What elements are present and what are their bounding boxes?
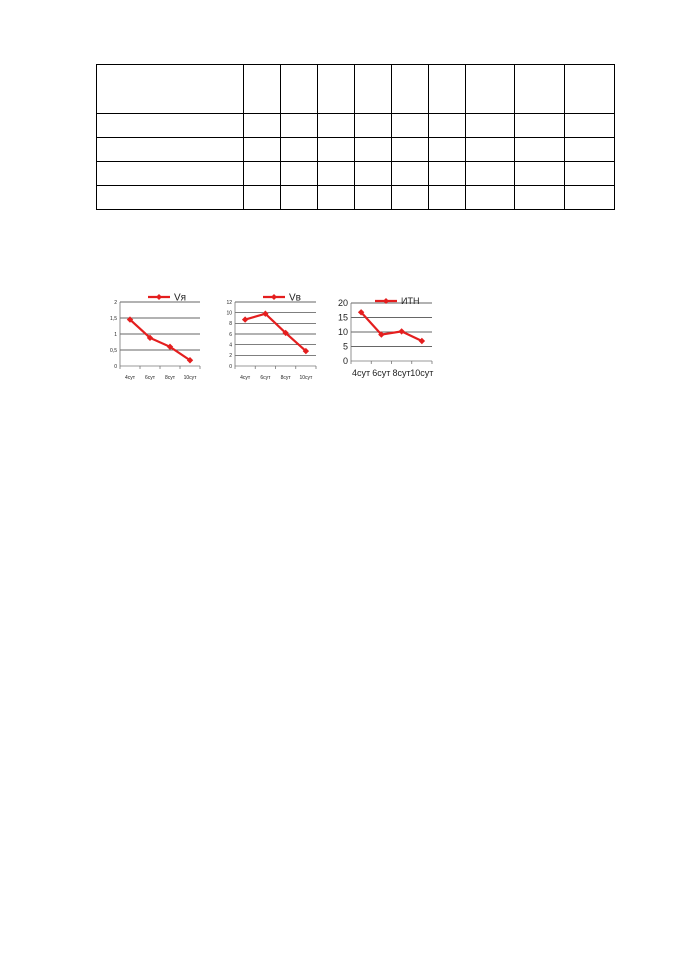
table-cell bbox=[355, 186, 392, 210]
table-cell bbox=[318, 138, 355, 162]
data-point bbox=[242, 316, 248, 322]
legend-marker bbox=[271, 294, 277, 300]
x-tick-label: 4сут bbox=[352, 368, 371, 378]
table-cell bbox=[97, 138, 244, 162]
y-tick-label: 12 bbox=[226, 299, 232, 306]
table-cell bbox=[515, 65, 565, 114]
table-cell bbox=[355, 138, 392, 162]
empty-data-table bbox=[96, 64, 615, 210]
table-cell bbox=[515, 114, 565, 138]
x-tick-label: 8сут bbox=[280, 375, 291, 381]
table-cell bbox=[244, 138, 281, 162]
legend-label: Vя bbox=[174, 292, 187, 304]
table-row bbox=[97, 138, 615, 162]
x-tick-label: 6сут bbox=[144, 375, 156, 381]
table-cell bbox=[281, 186, 318, 210]
table-cell bbox=[466, 186, 515, 210]
series-line bbox=[130, 320, 190, 361]
table-cell bbox=[318, 65, 355, 114]
series-line bbox=[245, 314, 306, 351]
table-cell bbox=[281, 162, 318, 186]
table-cell bbox=[281, 65, 318, 114]
table-cell bbox=[565, 138, 615, 162]
y-tick-label: 10 bbox=[337, 327, 348, 338]
table-cell bbox=[392, 186, 429, 210]
table-cell bbox=[466, 65, 515, 114]
table-cell bbox=[429, 65, 466, 114]
legend-marker bbox=[156, 294, 162, 300]
x-tick-label: 8сут bbox=[392, 368, 411, 378]
x-tick-label: 4сут bbox=[124, 375, 136, 381]
y-tick-label: 5 bbox=[342, 341, 348, 352]
table-row bbox=[97, 114, 615, 138]
y-tick-label: 1,5 bbox=[110, 315, 117, 322]
table-cell bbox=[355, 65, 392, 114]
table-row bbox=[97, 162, 615, 186]
table-cell bbox=[97, 65, 244, 114]
table-cell bbox=[466, 162, 515, 186]
table-cell bbox=[244, 114, 281, 138]
x-tick-label: 10сут bbox=[299, 375, 313, 381]
y-tick-label: 0,5 bbox=[110, 347, 117, 354]
table-cell bbox=[355, 162, 392, 186]
x-tick-label: 8сут bbox=[164, 375, 176, 381]
chart-vv bbox=[215, 288, 325, 390]
table-cell bbox=[392, 114, 429, 138]
legend-label: ИТН bbox=[401, 296, 420, 307]
table-cell bbox=[318, 186, 355, 210]
table-cell bbox=[466, 138, 515, 162]
series-line bbox=[361, 312, 422, 341]
table-cell bbox=[281, 114, 318, 138]
table-cell bbox=[565, 114, 615, 138]
table-cell bbox=[515, 162, 565, 186]
table-cell bbox=[244, 186, 281, 210]
table-cell bbox=[515, 138, 565, 162]
table-cell bbox=[355, 114, 392, 138]
table-cell bbox=[97, 114, 244, 138]
y-tick-label: 0 bbox=[342, 356, 348, 367]
x-tick-label: 10сут bbox=[183, 375, 197, 381]
y-tick-label: 2 bbox=[229, 353, 232, 360]
y-tick-label: 8 bbox=[229, 321, 232, 328]
table-cell bbox=[565, 186, 615, 210]
y-tick-label: 15 bbox=[337, 312, 348, 323]
table-cell bbox=[392, 65, 429, 114]
table-cell bbox=[429, 114, 466, 138]
y-tick-label: 0 bbox=[229, 363, 232, 370]
chart-vya bbox=[100, 288, 210, 390]
table-cell bbox=[392, 138, 429, 162]
legend-label: Vв bbox=[289, 292, 301, 304]
table-cell bbox=[318, 114, 355, 138]
table-cell bbox=[515, 186, 565, 210]
table-cell bbox=[565, 162, 615, 186]
x-tick-label: 6сут bbox=[260, 375, 271, 381]
table-cell bbox=[466, 114, 515, 138]
x-tick-label: 4сут bbox=[240, 375, 251, 381]
table-cell bbox=[429, 186, 466, 210]
y-tick-label: 20 bbox=[337, 298, 348, 309]
table-cell bbox=[244, 65, 281, 114]
table-cell bbox=[429, 138, 466, 162]
table-cell bbox=[97, 162, 244, 186]
x-tick-label: 6сут bbox=[372, 368, 391, 378]
chart-itn bbox=[333, 288, 443, 390]
table-cell bbox=[244, 162, 281, 186]
y-tick-label: 4 bbox=[229, 342, 232, 349]
table-cell bbox=[281, 138, 318, 162]
table-cell bbox=[392, 162, 429, 186]
table-header-row bbox=[97, 65, 615, 114]
table-cell bbox=[97, 186, 244, 210]
table-row bbox=[97, 186, 615, 210]
y-tick-label: 2 bbox=[114, 299, 117, 306]
table-cell bbox=[318, 162, 355, 186]
y-tick-label: 10 bbox=[226, 310, 232, 317]
table-cell bbox=[429, 162, 466, 186]
y-tick-label: 1 bbox=[114, 331, 117, 338]
x-tick-label: 10сут bbox=[410, 368, 434, 378]
table-cell bbox=[565, 65, 615, 114]
y-tick-label: 6 bbox=[229, 331, 232, 338]
y-tick-label: 0 bbox=[114, 363, 117, 370]
